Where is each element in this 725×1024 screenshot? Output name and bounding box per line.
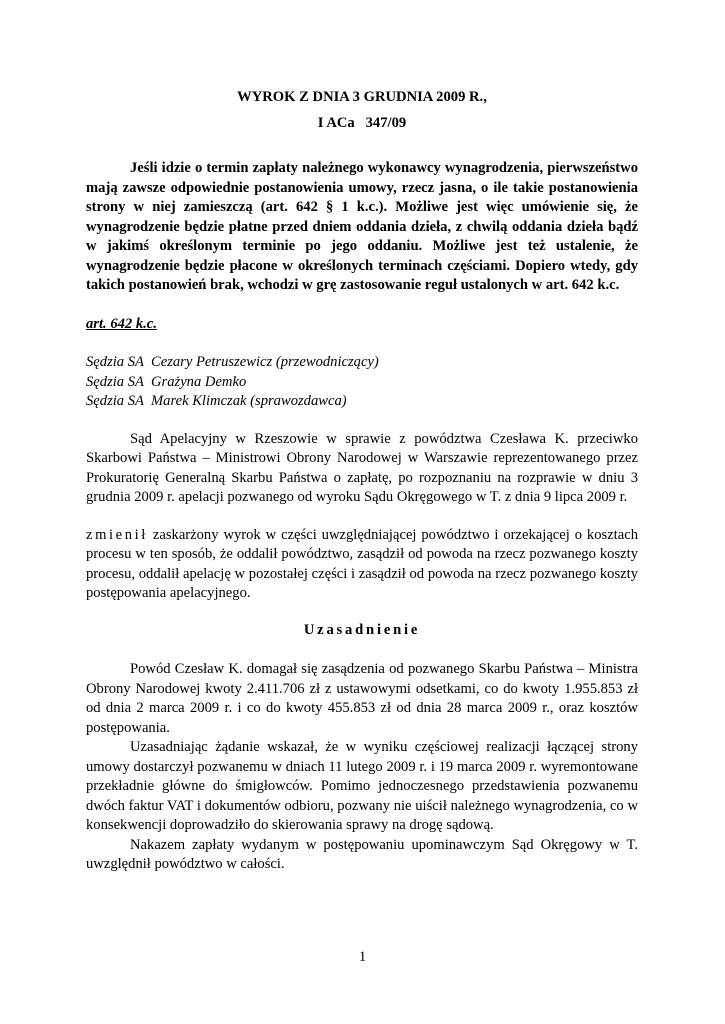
decision-paragraph [86,526,638,604]
justification-paragraph-2: Uzasadniając żądanie wskazał, że w wyniku częściowej realizacji łączącej strony umowy dostarczył pozwanemu w dniach 11 lutego 2009 r. i 19 marca 2009 r. wyremontowane przekładnie główne do śmigłowców. Pomimo jednoczesnego przedstawienia pozwanemu dwóch faktur VAT i dokumentów odbioru, pozwany nie uiścił należnego wynagrodzenia, co w konsekwencji doprowadziło do skierowania sprawy na drogę sądową. [86,739,638,833]
justification-paragraph-3: Nakazem zapłaty wydanym w postępowaniu upominawczym Sąd Okręgowy w T. uwzględnił powództwo w całości. [86,836,638,872]
judges-list [86,353,638,412]
thesis-paragraph: Jeśli idzie o termin zapłaty należnego wykonawcy wynagrodzenia, pierwszeństwo mają zawsze odpowiednie postanowienia umowy, rzecz jasna, o ile takie postanowienia strony w niej zamieszczą (art. 642 § 1 k.c.). Możliwe jest więc umówienie się, że wynagrodzenie będzie płatne przed dniem oddania dzieła, z chwilą oddania dzieła bądź w jakimś określonym terminie po jego oddaniu. Możliwe jest też ustalenie, że wynagrodzenie będzie płacone w określonych terminach częściami. Dopiero wtedy, gdy takich postanowień brak, wchodzi w grę zastosowanie reguł ustalonych w art. 642 k.c. [86,160,638,293]
court-paragraph: Sąd Apelacyjny w Rzeszowie w sprawie z powództwa Czesława K. przeciwko Skarbowi Państwa – Ministrowi Obrony Narodowej w Warszawie reprezentowanego przez Prokuratorię Generalną Skarbu Państwa o zapłatę, po rozpoznaniu na rozprawie w dniu 3 grudnia 2009 r. apelacji pozwanego od wyroku Sądu Okręgowego w T. z dnia 9 lipca 2009 r. [86,430,638,505]
judge-1: Sędzia SA Cezary Petruszewicz (przewodniczący) [86,354,379,370]
judgment-title: WYROK Z DNIA 3 GRUDNIA 2009 R., [237,89,487,105]
justification-paragraph-1: Powód Czesław K. domagał się zasądzenia od pozwanego Skarbu Państwa – Ministra Obrony Narodowej kwoty 2.411.706 zł z ustawowymi odsetkami, co do kwoty 1.955.853 zł od dnia 2 marca 2009 r. i co do kwoty 455.853 zł od dnia 28 marca 2009 r., oraz kosztów postępowania. [86,661,638,736]
document-page [86,88,638,875]
judge-2: Sędzia SA Grażyna Demko [86,373,247,390]
decision-text: zaskarżony wyrok w części uwzględniającej powództwo i orzekającej o kosztach procesu w ten sposób, że oddalił powództwo, zasądził od powoda na rzecz pozwanego koszty procesu, oddalił apelację w pozostałej części i zasądził od powoda na rzecz pozwanego koszty postępowania apelacyjnego. [86,526,638,601]
case-number: I ACa 347/09 [317,114,407,131]
decision-keyword: zmienił [86,526,148,543]
justification-heading: Uzasadnienie [303,621,421,638]
judge-3: Sędzia SA Marek Klimczak (sprawozdawca) [86,393,347,409]
page-number: 1 [358,949,367,965]
article-reference: art. 642 k.c. [86,315,157,332]
